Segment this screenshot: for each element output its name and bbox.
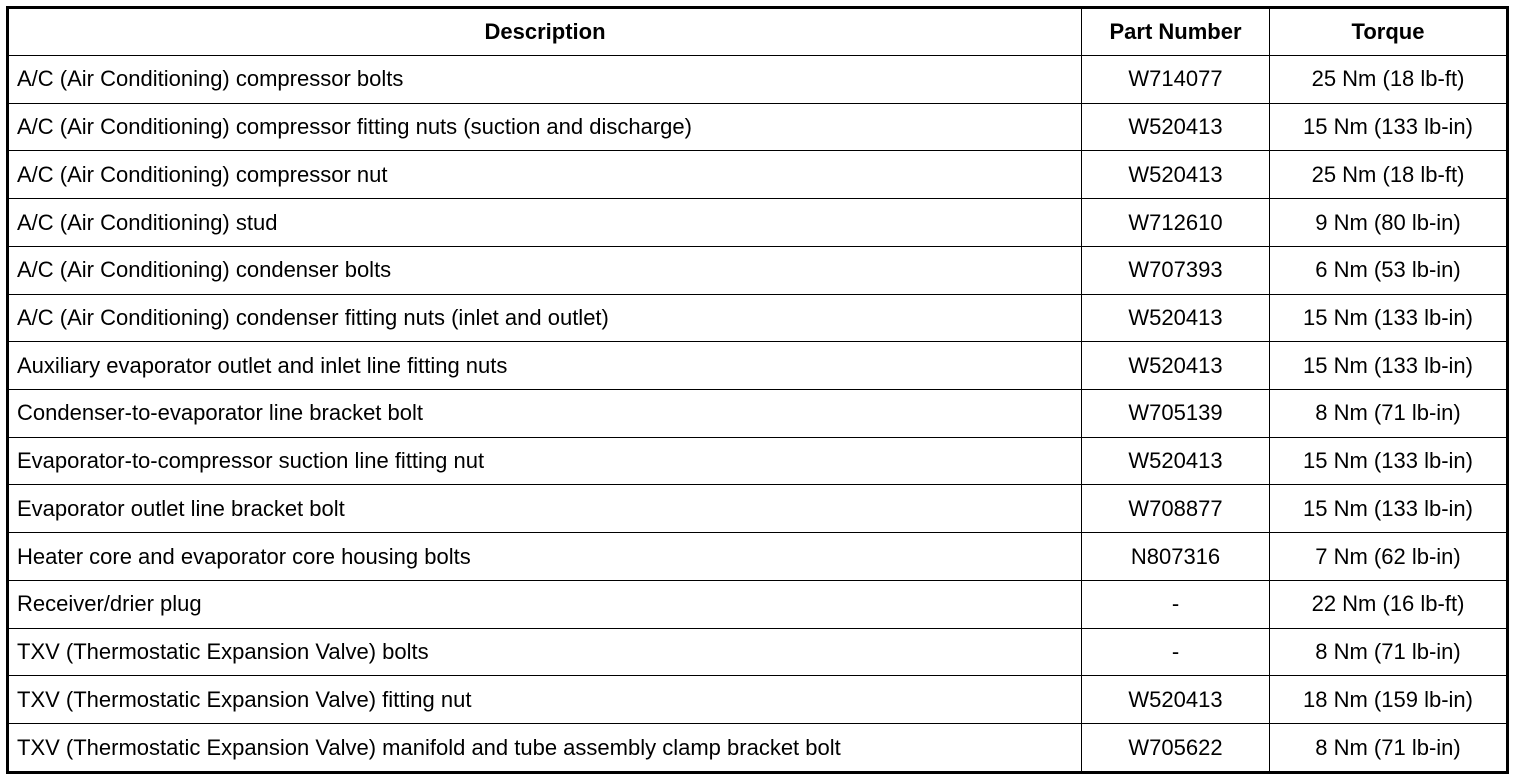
part-number-cell: W520413 (1082, 342, 1270, 390)
table-row (8, 294, 1508, 342)
description-cell: A/C (Air Conditioning) compressor nut (8, 151, 1082, 199)
torque-cell: 25 Nm (18 lb-ft) (1270, 151, 1508, 199)
column-header-description: Description (8, 8, 1082, 56)
part-number-cell: W520413 (1082, 103, 1270, 151)
table-row (8, 151, 1508, 199)
description-cell: Receiver/drier plug (8, 580, 1082, 628)
part-number-cell: W520413 (1082, 294, 1270, 342)
description-cell: A/C (Air Conditioning) condenser fitting nuts (inlet and outlet) (8, 294, 1082, 342)
description-cell: TXV (Thermostatic Expansion Valve) bolts (8, 628, 1082, 676)
torque-cell: 8 Nm (71 lb-in) (1270, 390, 1508, 438)
table-row (8, 628, 1508, 676)
description-cell: A/C (Air Conditioning) condenser bolts (8, 246, 1082, 294)
torque-cell: 15 Nm (133 lb-in) (1270, 485, 1508, 533)
part-number-cell: W705622 (1082, 724, 1270, 773)
torque-spec-table (6, 6, 1509, 774)
description-cell: A/C (Air Conditioning) compressor fitting nuts (suction and discharge) (8, 103, 1082, 151)
torque-cell: 15 Nm (133 lb-in) (1270, 437, 1508, 485)
part-number-cell: W708877 (1082, 485, 1270, 533)
table-row (8, 246, 1508, 294)
torque-cell: 8 Nm (71 lb-in) (1270, 628, 1508, 676)
torque-cell: 7 Nm (62 lb-in) (1270, 533, 1508, 581)
table-row (8, 103, 1508, 151)
part-number-cell: - (1082, 628, 1270, 676)
description-cell: A/C (Air Conditioning) compressor bolts (8, 56, 1082, 104)
column-header-torque: Torque (1270, 8, 1508, 56)
part-number-cell: - (1082, 580, 1270, 628)
table-row (8, 390, 1508, 438)
table-row (8, 342, 1508, 390)
torque-cell: 8 Nm (71 lb-in) (1270, 724, 1508, 773)
table-header-row (8, 8, 1508, 56)
table-row (8, 56, 1508, 104)
description-cell: TXV (Thermostatic Expansion Valve) manifold and tube assembly clamp bracket bolt (8, 724, 1082, 773)
table-row (8, 676, 1508, 724)
description-cell: A/C (Air Conditioning) stud (8, 199, 1082, 247)
torque-cell: 25 Nm (18 lb-ft) (1270, 56, 1508, 104)
part-number-cell: W714077 (1082, 56, 1270, 104)
table-row (8, 724, 1508, 773)
part-number-cell: W707393 (1082, 246, 1270, 294)
torque-cell: 9 Nm (80 lb-in) (1270, 199, 1508, 247)
table-row (8, 199, 1508, 247)
description-cell: Evaporator-to-compressor suction line fitting nut (8, 437, 1082, 485)
torque-cell: 15 Nm (133 lb-in) (1270, 103, 1508, 151)
table-row (8, 485, 1508, 533)
table-row (8, 437, 1508, 485)
part-number-cell: W705139 (1082, 390, 1270, 438)
torque-cell: 22 Nm (16 lb-ft) (1270, 580, 1508, 628)
torque-cell: 15 Nm (133 lb-in) (1270, 342, 1508, 390)
torque-cell: 6 Nm (53 lb-in) (1270, 246, 1508, 294)
column-header-part-number: Part Number (1082, 8, 1270, 56)
description-cell: TXV (Thermostatic Expansion Valve) fitting nut (8, 676, 1082, 724)
table-row (8, 580, 1508, 628)
table-row (8, 533, 1508, 581)
description-cell: Evaporator outlet line bracket bolt (8, 485, 1082, 533)
description-cell: Auxiliary evaporator outlet and inlet line fitting nuts (8, 342, 1082, 390)
part-number-cell: W520413 (1082, 676, 1270, 724)
part-number-cell: W520413 (1082, 151, 1270, 199)
description-cell: Heater core and evaporator core housing bolts (8, 533, 1082, 581)
description-cell: Condenser-to-evaporator line bracket bolt (8, 390, 1082, 438)
part-number-cell: N807316 (1082, 533, 1270, 581)
torque-cell: 15 Nm (133 lb-in) (1270, 294, 1508, 342)
part-number-cell: W520413 (1082, 437, 1270, 485)
torque-cell: 18 Nm (159 lb-in) (1270, 676, 1508, 724)
part-number-cell: W712610 (1082, 199, 1270, 247)
